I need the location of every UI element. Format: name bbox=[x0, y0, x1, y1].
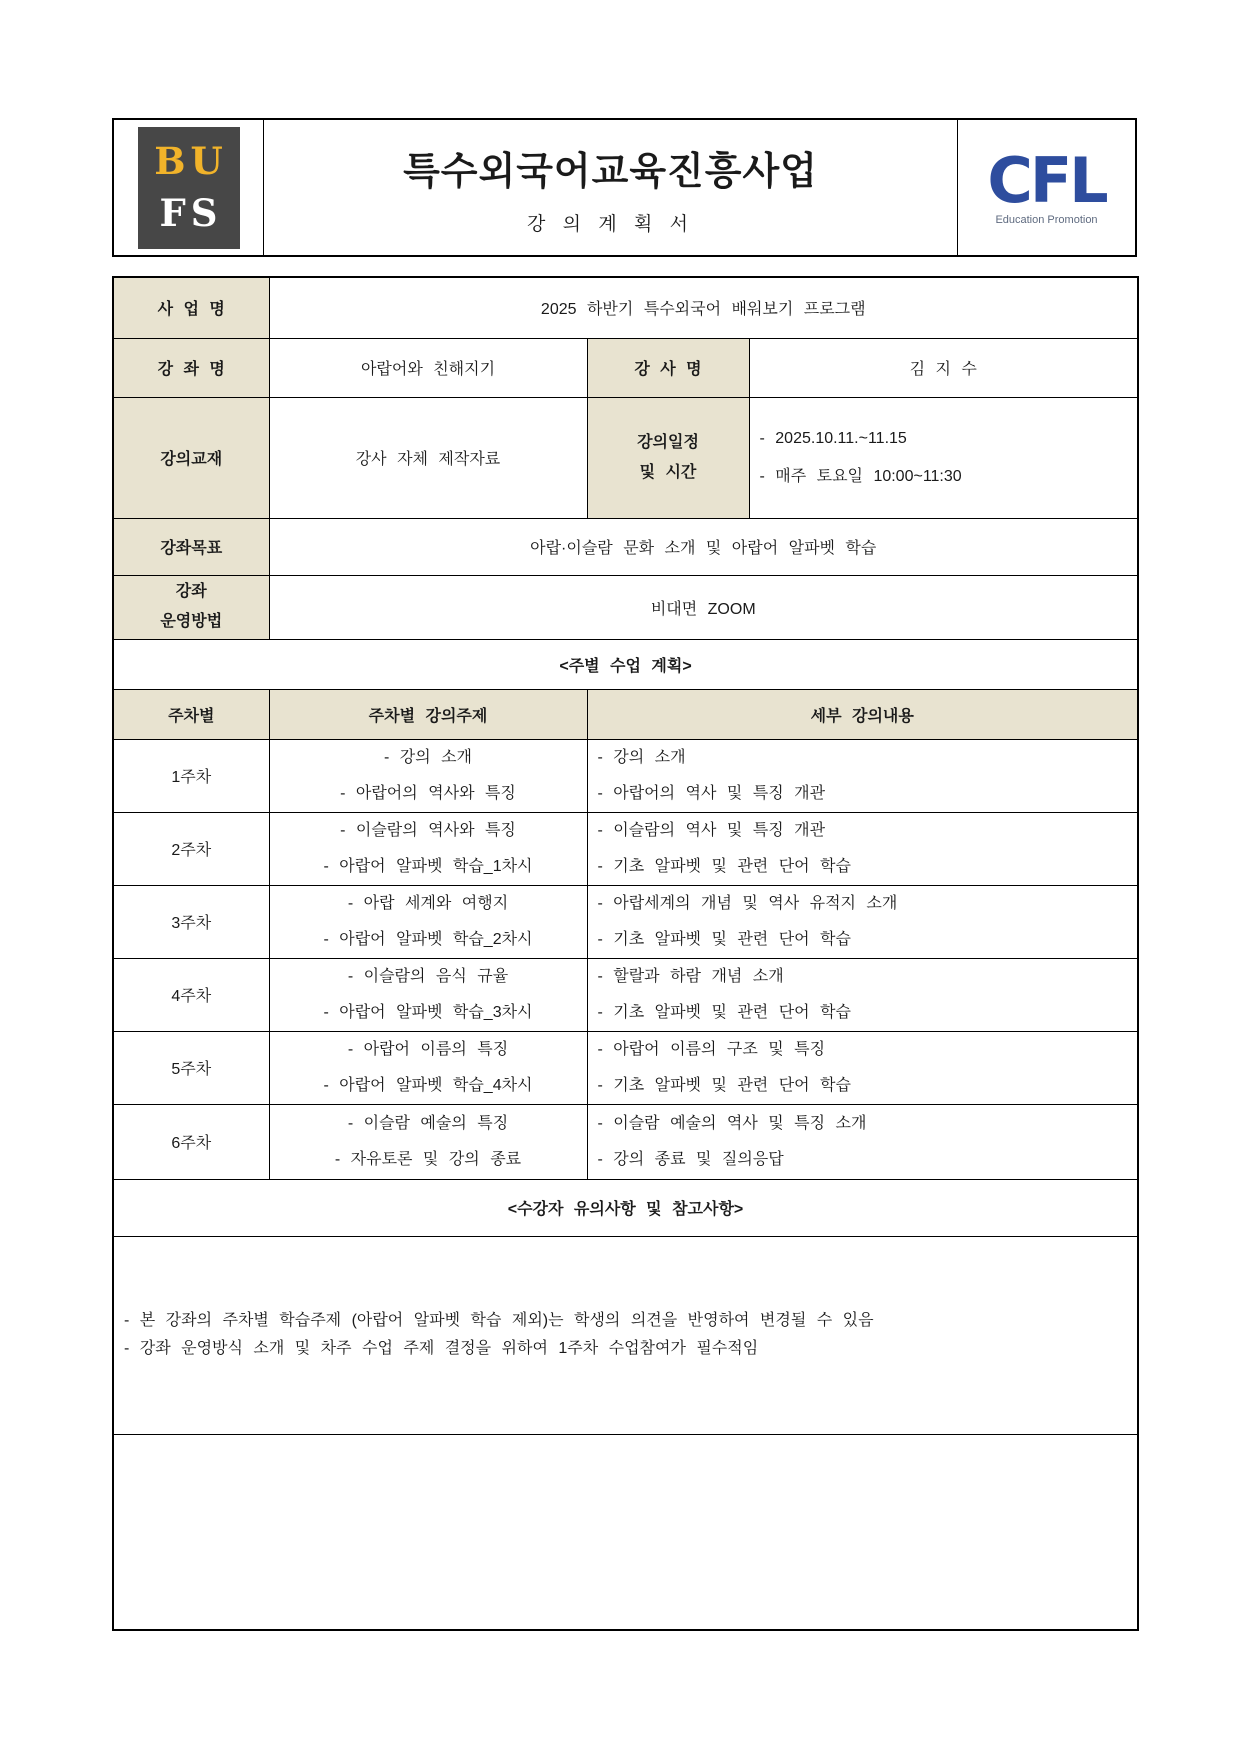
week-6-detail-line: - 이슬람 예술의 역사 및 특징 소개 bbox=[597, 1114, 867, 1132]
week-1-label: 1주차 bbox=[113, 739, 269, 812]
week-3-detail-line: - 아랍세계의 개념 및 역사 유적지 소개 bbox=[597, 894, 898, 912]
week-5-topics bbox=[269, 1031, 587, 1104]
weekly-header-topic: 주차별 강의주제 bbox=[269, 689, 587, 739]
week-1-topic-line: - 강의 소개 bbox=[383, 748, 473, 766]
week-1-topics bbox=[269, 739, 587, 812]
program-name-row bbox=[113, 277, 1138, 338]
week-5-detail-line: - 아랍어 이름의 구조 및 특징 bbox=[597, 1040, 826, 1058]
week-2-topics bbox=[269, 812, 587, 885]
bufs-logo bbox=[138, 127, 240, 249]
instructor-name-label: 강 사 명 bbox=[587, 338, 749, 397]
week-6-topics bbox=[269, 1104, 587, 1179]
notes-line: - 본 강좌의 주차별 학습주제 (아랍어 알파벳 학습 제외)는 학생의 의견을 반영하여 변경될 수 있음 bbox=[124, 1312, 874, 1329]
week-2-details bbox=[587, 812, 1138, 885]
document-content bbox=[112, 118, 1137, 1631]
notes-title-row bbox=[113, 1179, 1138, 1236]
week-3-topic-line: - 아랍어 알파벳 학습_2차시 bbox=[323, 930, 533, 948]
week-4-detail-line: - 할랄과 하람 개념 소개 bbox=[597, 967, 784, 985]
week-2-row bbox=[113, 812, 1138, 885]
goal-label: 강좌목표 bbox=[113, 518, 269, 575]
week-6-topic-line: - 이슬람 예술의 특징 bbox=[347, 1114, 509, 1132]
week-3-details bbox=[587, 885, 1138, 958]
week-4-topics bbox=[269, 958, 587, 1031]
program-name-value: 2025 하반기 특수외국어 배워보기 프로그램 bbox=[269, 277, 1138, 338]
weekly-plan-section-title: <주별 수업 계획> bbox=[113, 639, 1138, 689]
document-header bbox=[112, 118, 1137, 257]
week-3-topics bbox=[269, 885, 587, 958]
method-label-line1: 강좌 bbox=[175, 583, 207, 600]
week-4-label: 4주차 bbox=[113, 958, 269, 1031]
week-2-label: 2주차 bbox=[113, 812, 269, 885]
material-label: 강의교재 bbox=[113, 397, 269, 518]
method-label-line2: 운영방법 bbox=[160, 613, 223, 630]
week-3-topic-line: - 아랍 세계와 여행지 bbox=[347, 894, 509, 912]
week-5-details bbox=[587, 1031, 1138, 1104]
course-name-value: 아랍어와 친해지기 bbox=[269, 338, 587, 397]
week-5-detail-line: - 기초 알파벳 및 관련 단어 학습 bbox=[597, 1076, 851, 1094]
week-6-details bbox=[587, 1104, 1138, 1179]
notes-row bbox=[113, 1236, 1138, 1434]
cfl-logo: CFL bbox=[987, 143, 1106, 217]
week-4-topic-line: - 아랍어 알파벳 학습_3차시 bbox=[323, 1003, 533, 1021]
schedule-label bbox=[587, 397, 749, 518]
empty-row bbox=[113, 1434, 1138, 1630]
week-1-topic-line: - 아랍어의 역사와 특징 bbox=[340, 784, 516, 802]
schedule-value-line2: - 매주 토요일 10:00~11:30 bbox=[759, 467, 962, 485]
header-title-cell bbox=[264, 120, 958, 255]
week-3-detail-line: - 기초 알파벳 및 관련 단어 학습 bbox=[597, 930, 851, 948]
bufs-logo-text-bottom: FS bbox=[159, 190, 223, 235]
material-schedule-row bbox=[113, 397, 1138, 518]
material-value: 강사 자체 제작자료 bbox=[269, 397, 587, 518]
weekly-plan-title-row bbox=[113, 639, 1138, 689]
program-name-label: 사 업 명 bbox=[113, 277, 269, 338]
cfl-logo-caption: Education Promotion bbox=[995, 213, 1098, 226]
schedule-value bbox=[749, 397, 1138, 518]
week-1-row bbox=[113, 739, 1138, 812]
week-1-details bbox=[587, 739, 1138, 812]
schedule-label-line1: 강의일정 bbox=[637, 433, 699, 451]
week-4-details bbox=[587, 958, 1138, 1031]
week-6-detail-line: - 강의 종료 및 질의응답 bbox=[597, 1150, 784, 1168]
week-5-topic-line: - 아랍어 알파벳 학습_4차시 bbox=[323, 1076, 533, 1094]
course-name-label: 강 좌 명 bbox=[113, 338, 269, 397]
method-label bbox=[113, 575, 269, 639]
week-2-detail-line: - 기초 알파벳 및 관련 단어 학습 bbox=[597, 857, 851, 875]
week-4-row bbox=[113, 958, 1138, 1031]
weekly-header-week: 주차별 bbox=[113, 689, 269, 739]
notes-line: - 강좌 운영방식 소개 및 차주 수업 주제 결정을 위하여 1주차 수업참여가 필수적임 bbox=[124, 1340, 759, 1357]
document-title: 특수외국어교육진흥사업 bbox=[403, 150, 818, 193]
week-6-topic-line: - 자유토론 및 강의 종료 bbox=[334, 1150, 522, 1168]
method-value: 비대면 ZOOM bbox=[269, 575, 1138, 639]
course-method-row bbox=[113, 575, 1138, 639]
bufs-logo-text-top: BU bbox=[154, 139, 228, 184]
instructor-name-value: 김 지 수 bbox=[749, 338, 1138, 397]
notes-content bbox=[113, 1236, 1138, 1434]
course-plan-table bbox=[112, 276, 1139, 1631]
week-6-label: 6주차 bbox=[113, 1104, 269, 1179]
week-1-detail-line: - 아랍어의 역사 및 특징 개관 bbox=[597, 784, 826, 802]
document-subtitle: 강 의 계 획 서 bbox=[527, 213, 694, 235]
week-1-detail-line: - 강의 소개 bbox=[597, 748, 686, 766]
week-4-topic-line: - 이슬람의 음식 규율 bbox=[347, 967, 509, 985]
week-3-label: 3주차 bbox=[113, 885, 269, 958]
week-2-detail-line: - 이슬람의 역사 및 특징 개관 bbox=[597, 821, 826, 839]
bufs-logo-cell bbox=[114, 120, 264, 255]
week-5-row bbox=[113, 1031, 1138, 1104]
week-3-row bbox=[113, 885, 1138, 958]
week-4-detail-line: - 기초 알파벳 및 관련 단어 학습 bbox=[597, 1003, 851, 1021]
course-goal-row bbox=[113, 518, 1138, 575]
schedule-value-line1: - 2025.10.11.~11.15 bbox=[759, 429, 907, 447]
cfl-logo-cell bbox=[958, 120, 1135, 255]
week-5-topic-line: - 아랍어 이름의 특징 bbox=[347, 1040, 509, 1058]
week-2-topic-line: - 아랍어 알파벳 학습_1차시 bbox=[323, 857, 533, 875]
empty-cell bbox=[113, 1434, 1138, 1630]
notes-section-title: <수강자 유의사항 및 참고사항> bbox=[113, 1179, 1138, 1236]
weekly-header-row bbox=[113, 689, 1138, 739]
week-5-label: 5주차 bbox=[113, 1031, 269, 1104]
schedule-label-line2: 및 시간 bbox=[639, 463, 697, 481]
week-2-topic-line: - 이슬람의 역사와 특징 bbox=[340, 821, 516, 839]
course-instructor-row bbox=[113, 338, 1138, 397]
week-6-row bbox=[113, 1104, 1138, 1179]
weekly-header-detail: 세부 강의내용 bbox=[587, 689, 1138, 739]
goal-value: 아랍·이슬람 문화 소개 및 아랍어 알파벳 학습 bbox=[269, 518, 1138, 575]
